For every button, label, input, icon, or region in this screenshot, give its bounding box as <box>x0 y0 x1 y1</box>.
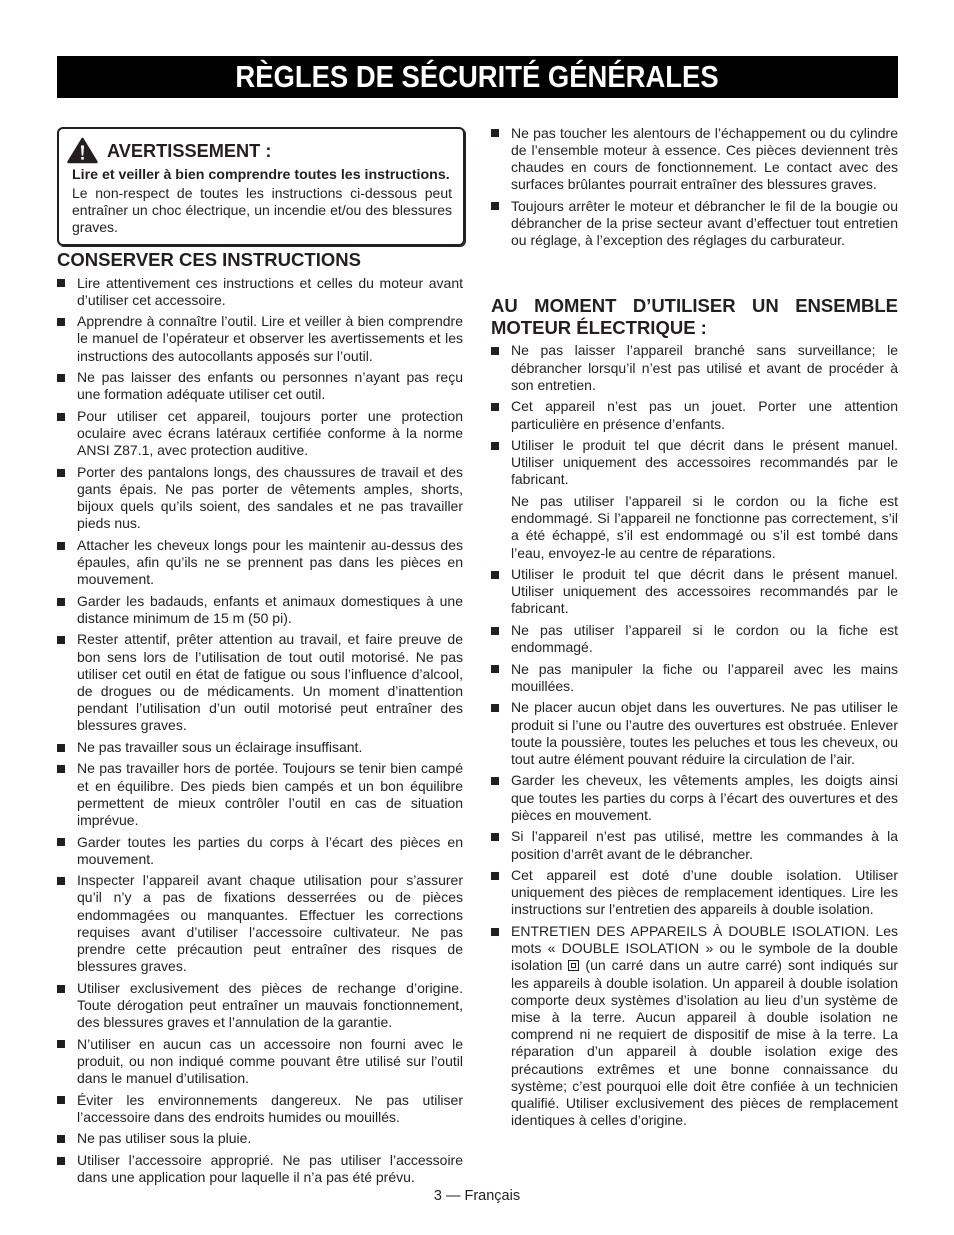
list-item-text: N’utiliser en aucun cas un accessoire non fourni avec le produit, ou non indiqué comme pouvant être utilisé sur l’outil dans le manuel d’utilisation. <box>77 1035 463 1087</box>
list-item-text: (un carré dans un autre carré) sont indiqués sur les appareils à double isolation. Un appareil à double isolation comporte deux systèmes d’isolation au lieu d’un système de mise à la terre. Aucun appareil à double isolation ne comprend ni ne requiert de dispositif de mise à la terre. La réparation d’un appareil à double isolation exige des précautions extrêmes et une bonne connaissance du système; c’est pourquoi elle doit être confiée à un technicien qualifié. Utiliser exclusivement des pièces de remplacement identiques à celles d’origine. <box>511 957 899 1129</box>
bullet-square-icon <box>57 318 65 326</box>
list-item-text: Porter des pantalons longs, des chaussures de travail et des gants épais. Ne pas porter de vêtements amples, shorts, bijoux quels qu’ils soient, des sandales et ne pas travailler pieds nus. <box>77 463 463 532</box>
section-heading-electric: AU MOMENT D’UTILISER UN ENSEMBLE MOTEUR ÉLECTRIQUE : <box>491 295 898 338</box>
list-item <box>491 867 898 919</box>
bullet-square-icon <box>491 665 499 673</box>
page-footer: 3 — Français <box>433 1188 521 1204</box>
bullet-square-icon <box>491 129 499 137</box>
warning-lead: Lire et veiller à bien comprendre toutes les instructions. <box>72 167 450 184</box>
list-item <box>491 828 898 862</box>
list-item-text: Cet appareil est doté d’une double isolation. Utiliser uniquement des pièces de remplacement identiques. Lire les instructions sur l’entretien des appareils à double isolation. <box>511 867 898 918</box>
list-item-text: Lire attentivement ces instructions et celles du moteur avant d’utiliser cet accessoire. <box>77 274 463 308</box>
bullet-square-icon <box>491 833 499 841</box>
bullet-square-icon <box>57 542 65 550</box>
list-item-text: Utiliser le produit tel que décrit dans le présent manuel. Utiliser uniquement des accessoires recommandés par le fabricant. <box>511 566 898 617</box>
bullet-square-icon <box>57 877 65 885</box>
list-item <box>57 1036 463 1088</box>
list-item-text: Rester attentif, prêter attention au travail, et faire preuve de bon sens lors de l’utilisation de tout outil motorisé. Ne pas utiliser cet outil en état de fatigue ou sous l’influence d’alcool, de drogues ou de médicaments. Un moment d’inattention pendant l’utilisation d’un outil motorisé peut entraîner des blessures graves. <box>77 631 463 734</box>
list-item <box>57 760 463 829</box>
bullet-square-icon <box>57 598 65 606</box>
list-item <box>57 1092 463 1126</box>
list-item <box>491 923 898 1129</box>
list-item-text: Garder les badauds, enfants et animaux domestiques à une distance minimum de 15 m (50 pi). <box>77 592 463 626</box>
list-item-text: Ne pas laisser l’appareil branché sans surveillance; le débrancher lorsqu’il n’est pas utilisé et avant de procéder à son entretien. <box>511 342 898 393</box>
list-item-text: Utiliser l’accessoire approprié. Ne pas utiliser l’accessoire dans une application pour laquelle il n’a pas été prévu. <box>77 1151 463 1185</box>
list-item <box>57 739 463 756</box>
bullet-square-icon <box>57 636 65 644</box>
bullet-square-icon <box>491 928 499 936</box>
list-item <box>57 834 463 868</box>
list-item-text: Garder les cheveux, les vêtements amples, les doigts ainsi que toutes les parties du corps à l’écart des ouvertures et des pièces en mouvement. <box>511 772 898 823</box>
list-item <box>491 699 898 768</box>
double-insulation-inner-square <box>571 963 576 968</box>
bullet-square-icon <box>57 744 65 752</box>
bullet-square-icon <box>57 1040 65 1048</box>
bullet-square-icon <box>57 838 65 846</box>
list-item <box>57 537 463 589</box>
list-item-text: Ne pas utiliser l’appareil si le cordon ou la fiche est endommagé. <box>511 621 898 656</box>
list-item <box>57 1152 463 1186</box>
bullet-square-icon <box>57 1157 65 1165</box>
bullet-square-icon <box>491 347 499 355</box>
list-item <box>491 622 898 656</box>
list-item-text: ENTRETIEN DES APPAREILS À DOUBLE ISOLATION. Les mots « DOUBLE ISOLATION » ou le symbole de la double isolation <box>511 922 898 974</box>
list-item-text: Ne pas laisser des enfants ou personnes n’ayant pas reçu une formation adéquate utiliser cet outil. <box>77 369 463 403</box>
list-item-text: Ne pas travailler hors de portée. Toujours se tenir bien campé et en équilibre. Des pieds bien campés et un bon équilibre permettent de mieux contrôler l’outil en cas de situation imprévue. <box>77 760 463 829</box>
section-heading-conserver: CONSERVER CES INSTRUCTIONS <box>57 249 361 270</box>
list-item <box>57 275 463 309</box>
list-item-text: Ne pas utiliser l’appareil si le cordon ou la fiche est endommagé. Si l’appareil ne fonctionne pas correctement, s’il a été échappé, s’il est endommagé ou s’il est tombé dans l’eau, envoyez-le au centre de réparations. <box>511 492 898 561</box>
electric-rules-list <box>491 342 898 1133</box>
list-item-text: Ne pas utiliser sous la pluie. <box>77 1130 252 1147</box>
general-rules-continued-list <box>491 125 898 254</box>
warning-heading: AVERTISSEMENT : <box>107 141 272 161</box>
title-bar <box>57 56 898 98</box>
list-item <box>491 661 898 695</box>
list-item <box>491 125 898 194</box>
bullet-square-icon <box>57 765 65 773</box>
warning-body: Le non-respect de toutes les instructions ci-dessous peut entraîner un choc électrique, un incendie et/ou des blessures graves. <box>72 184 452 235</box>
double-insulation-symbol-icon <box>568 960 579 971</box>
bullet-square-icon <box>57 985 65 993</box>
bullet-square-icon <box>491 403 499 411</box>
list-item <box>491 198 898 250</box>
list-item-text: Éviter les environnements dangereux. Ne pas utiliser l’accessoire dans des endroits humides ou mouillés. <box>77 1091 463 1125</box>
bullet-square-icon <box>57 1096 65 1104</box>
list-item <box>491 342 898 394</box>
bullet-square-icon <box>57 279 65 287</box>
general-rules-list <box>57 275 463 1191</box>
list-item <box>491 772 898 824</box>
list-item <box>57 369 463 403</box>
list-item-text: Utiliser le produit tel que décrit dans le présent manuel. Utiliser uniquement des accessoires recommandés par le fabricant. <box>511 437 898 488</box>
list-item <box>57 1130 463 1147</box>
list-item <box>57 593 463 627</box>
list-item-text: Garder toutes les parties du corps à l’écart des pièces en mouvement. <box>77 833 463 867</box>
bullet-square-icon <box>491 202 499 210</box>
list-item-text: Toujours arrêter le moteur et débrancher le fil de la bougie ou débrancher de la prise secteur avant d’effectuer tout entretien ou réglage, à l’exception des réglages du carburateur. <box>511 197 898 249</box>
bullet-square-icon <box>57 413 65 421</box>
warning-text <box>72 167 452 236</box>
list-item-text: Si l’appareil n’est pas utilisé, mettre les commandes à la position d’arrêt avant de le débrancher. <box>511 828 898 862</box>
list-item-continuation <box>491 493 898 562</box>
list-item-text: Ne pas manipuler la fiche ou l’appareil avec les mains mouillées. <box>511 660 898 694</box>
list-item-text: Pour utiliser cet appareil, toujours porter une protection oculaire avec écrans latéraux certifiée conforme à la norme ANSI Z87.1, avec protection auditive. <box>77 407 463 459</box>
bullet-square-icon <box>491 704 499 712</box>
list-item <box>491 437 898 489</box>
bullet-square-icon <box>491 777 499 785</box>
warning-triangle-icon <box>67 137 98 164</box>
list-item <box>57 980 463 1032</box>
bullet-square-icon <box>57 469 65 477</box>
list-item <box>491 566 898 618</box>
warning-box <box>57 127 465 246</box>
list-item-text: Apprendre à connaître l’outil. Lire et veiller à bien comprendre le manuel de l’opérateur et observer les avertissements et les instructions des autocollants apposés sur l’outil. <box>77 313 463 364</box>
list-item <box>57 872 463 975</box>
list-item-text: Inspecter l’appareil avant chaque utilisation pour s’assurer qu’il n’y a pas de fixations desserrées ou de pièces endommagées ou manquantes. Effectuer les corrections requises avant d’utiliser l’accessoire cultivateur. Ne pas prendre cette précaution peut entraîner des risques de blessures graves. <box>77 872 463 975</box>
page-title: RÈGLES DE SÉCURITÉ GÉNÉRALES <box>235 59 720 94</box>
list-item-text: Ne pas toucher les alentours de l’échappement ou du cylindre de l’ensemble moteur à essence. Ces pièces deviennent très chaudes en cours de fonctionnement. Le contact avec des surfaces brûlantes pourrait entraîner des blessures graves. <box>511 124 898 193</box>
list-item-text: Attacher les cheveux longs pour les maintenir au-dessus des épaules, afin qu’ils ne se prennent pas dans les pièces en mouvement. <box>77 536 463 588</box>
list-item <box>57 313 463 365</box>
list-item <box>491 398 898 432</box>
bullet-square-icon <box>491 571 499 579</box>
list-item <box>57 408 463 460</box>
list-item-text: Ne placer aucun objet dans les ouvertures. Ne pas utiliser le produit si l’une ou l’autre des ouvertures est obstruée. Enlever toute la poussière, toutes les peluches et tous les cheveux, ou tout autre élément pouvant réduire la circulation de l’air. <box>511 699 898 767</box>
bullet-square-icon <box>491 872 499 880</box>
list-item-text: Ne pas travailler sous un éclairage insuffisant. <box>77 738 363 755</box>
bullet-square-icon <box>491 442 499 450</box>
bullet-square-icon <box>57 1135 65 1143</box>
list-item-text: Utiliser exclusivement des pièces de rechange d’origine. Toute dérogation peut entraîner un mauvais fonctionnement, des blessures graves et l’annulation de la garantie. <box>77 979 463 1031</box>
bullet-square-icon <box>57 374 65 382</box>
list-item <box>57 464 463 533</box>
list-item <box>57 631 463 734</box>
list-item-text: Cet appareil n’est pas un jouet. Porter une attention particulière en présence d’enfants. <box>511 398 898 432</box>
bullet-square-icon <box>491 627 499 635</box>
